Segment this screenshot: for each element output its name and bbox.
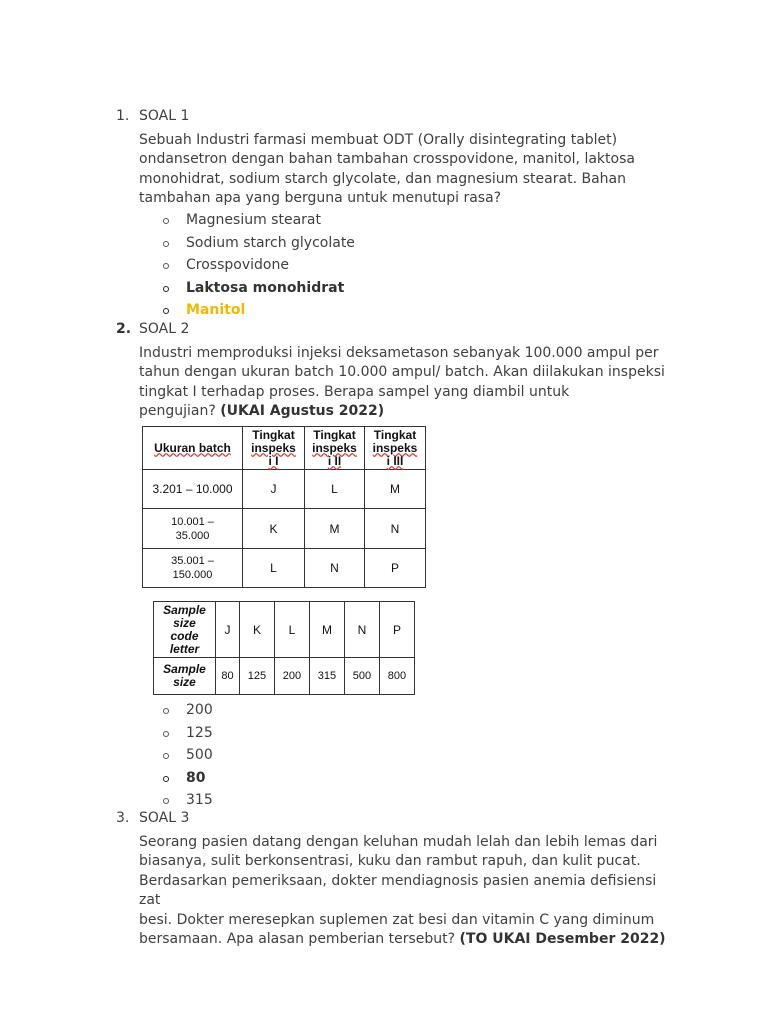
question-line: tahun dengan ukuran batch 10.000 ampul/ batch. Akan diilakukan inspeksi [139,364,665,381]
table-cell: 3.201 – 10.000 [143,470,243,509]
question-number: 2. [116,321,132,337]
option-label: Magnesium stearat [186,212,321,228]
header-text: inspeks [312,440,357,455]
question-line: Berdasarkan pemeriksaan, dokter mendiagnosis pasien anemia defisiensi zat [139,872,657,909]
option-label: 80 [186,769,206,786]
table-cell: L [274,602,309,658]
circle-bullet-icon [163,708,169,714]
inspection-level-table [142,426,426,587]
option-label: Laktosa monohidrat [186,279,345,296]
option-item [162,722,213,745]
question-text [139,344,669,422]
option-item [162,277,355,300]
table-cell: 500 [344,658,379,695]
source-tag: (TO UKAI Desember 2022) [459,931,666,948]
header-text: inspeks [251,440,296,455]
question-line [139,930,679,949]
circle-bullet-icon [163,753,169,759]
question-number: 3. [116,810,130,826]
option-item [162,744,213,767]
option-item-answer [162,299,355,322]
table-row [143,509,426,549]
circle-bullet-icon [163,286,169,292]
circle-bullet-icon [163,798,169,804]
header-text: Ukuran batch [154,440,231,455]
table-cell: 200 [274,658,309,695]
table-header [365,427,426,470]
table-row [154,602,415,658]
option-item [162,232,355,255]
row-label [154,602,216,658]
label-text: letter [169,641,200,656]
header-text: i II [327,453,342,468]
question-line-text: pengujian? [139,403,216,420]
table-cell: P [365,549,426,588]
option-item [162,699,213,722]
option-label: 125 [186,724,213,741]
header-text: Tingkat [313,427,356,442]
table-cell: P [379,602,414,658]
question-text [139,833,679,949]
cell-text: 35.000 [175,529,210,542]
label-text: size [173,675,196,689]
table-cell: N [305,549,365,588]
question-line [139,402,669,421]
header-text: Tingkat [373,427,417,442]
circle-bullet-icon [163,263,169,269]
label-text: code [170,628,199,643]
table-cell: K [239,602,274,658]
question-title: SOAL 2 [139,321,190,337]
table-cell: 80 [216,658,240,695]
table-cell: 315 [309,658,344,695]
options-list [162,699,213,812]
label-text: Sample [163,602,206,617]
option-label: Crosspovidone [186,257,289,273]
question-line: Industri memproduksi injeksi deksametason sebanyak 100.000 ampul per [139,345,659,361]
table-cell: 125 [239,658,274,695]
table-cell: J [216,602,240,658]
table-cell: L [243,549,305,588]
question-line: besi. Dokter meresepkan suplemen zat besi dan vitamin C yang diminum [139,911,655,928]
table-cell [143,509,243,549]
question-line: Sebuah Industri farmasi membuat ODT (Orally disintegrating tablet) [139,132,618,148]
table-header [305,427,365,470]
question-text [139,131,669,209]
question-number: 1. [116,108,130,124]
option-item-answer [162,767,213,790]
table-cell [143,549,243,588]
option-item [162,254,355,277]
table-cell: M [365,470,426,509]
header-text: i I [268,453,279,468]
option-label: 200 [186,702,213,718]
question-line: tingkat I terhadap proses. Berapa sampel yang diambil untuk [139,383,570,400]
question-line: Seorang pasien datang dengan keluhan mudah lelah dan lebih lemas dari [139,834,658,850]
table-cell: M [309,602,344,658]
row-label [154,658,216,695]
circle-bullet-icon [163,731,169,737]
option-label: 315 [186,792,213,808]
table-header [143,427,243,470]
table-row [143,470,426,509]
options-list [162,209,355,322]
label-text: size [173,615,196,630]
table-cell: N [344,602,379,658]
table-header [243,427,305,470]
question-title: SOAL 3 [139,810,190,826]
label-text: Sample [163,662,206,676]
table-cell: K [243,509,305,549]
circle-bullet-icon [163,308,169,314]
source-tag: (UKAI Agustus 2022) [220,403,385,420]
table-cell: M [305,509,365,549]
table-row [154,658,415,695]
question-line: ondansetron dengan bahan tambahan crosspovidone, manitol, laktosa [139,151,635,168]
header-text: Tingkat [252,427,295,442]
question-line-text: bersamaan. Apa alasan pemberian tersebut? [139,931,456,948]
circle-bullet-icon [163,776,169,782]
question-line: biasanya, sulit berkonsentrasi, kuku dan rambut rapuh, dan kulit pucat. [139,853,641,870]
table-cell: N [365,509,426,549]
header-text: i III [386,453,404,468]
header-text: inspeks [372,440,418,455]
option-item [162,789,213,812]
table-row [143,549,426,588]
circle-bullet-icon [163,241,169,247]
option-label: 500 [186,747,213,763]
question-title: SOAL 1 [139,108,190,124]
option-label: Manitol [186,302,246,318]
table-cell: L [305,470,365,509]
circle-bullet-icon [163,218,169,224]
table-cell: 800 [379,658,414,695]
option-item [162,209,355,232]
question-line: monohidrat, sodium starch glycolate, dan magnesium stearat. Bahan [139,170,626,187]
sample-size-table [153,601,415,694]
option-label: Sodium starch glycolate [186,234,355,251]
question-line: tambahan apa yang berguna untuk menutupi rasa? [139,190,502,207]
cell-text: 35.001 – [171,555,214,567]
table-cell: J [243,470,305,509]
cell-text: 150.000 [172,569,213,581]
cell-text: 10.001 – [171,515,214,528]
